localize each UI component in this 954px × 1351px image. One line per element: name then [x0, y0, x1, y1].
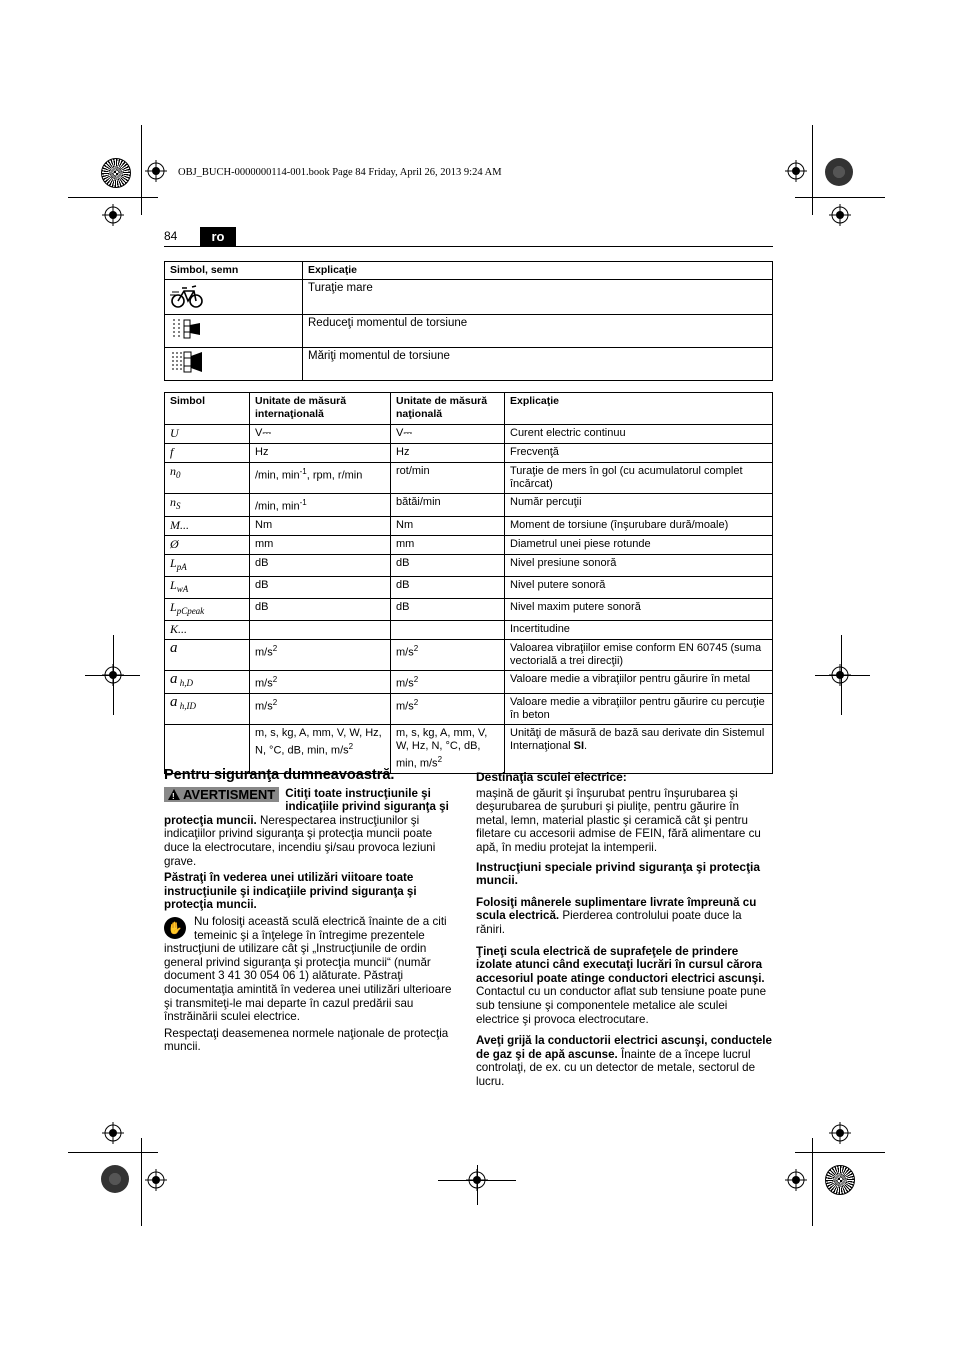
superscript: 2 [272, 644, 278, 654]
unit: Hz [255, 446, 269, 458]
warning-bold: Citiţi toate instrucţiunile şi indicaţiile privind siguranţa şi protecţia muncii. [164, 786, 449, 827]
table-header: Unitate de măsură internaţională [250, 393, 391, 425]
explanation: Diametrul unei piese rotunde [510, 537, 651, 550]
national-unit-cell [391, 693, 505, 724]
unit: m/s [255, 700, 273, 713]
explanation-bold: SI [573, 739, 585, 752]
international-unit-cell [250, 554, 391, 576]
warning-triangle-icon: ! [168, 789, 180, 800]
national-unit-cell [391, 640, 505, 671]
registration-mark-icon [829, 204, 851, 226]
registration-mark-icon [102, 664, 124, 686]
national-unit-cell [391, 516, 505, 535]
safety-paragraph [476, 1034, 773, 1088]
symbol-cell [165, 693, 250, 724]
color-target-icon [825, 1165, 855, 1195]
international-unit-cell [250, 621, 391, 640]
table-header: Simbol, semn [165, 262, 303, 280]
superscript: 2 [272, 697, 278, 707]
explanation-cell [505, 576, 773, 598]
national-unit-cell [391, 724, 505, 773]
unit: dB [396, 601, 410, 614]
superscript: -1 [299, 498, 307, 507]
safety-bold: Ţineţi scula electrică de suprafeţele de prindere izolate atunci când executaţi lucrări în cursul cărora accesoriul poate atinge conductori electrici ascunşi. [476, 944, 765, 985]
header-rule [164, 246, 773, 247]
national-unit-cell [391, 425, 505, 444]
unit-tail: , rpm, r/min [306, 469, 363, 482]
symbol-cell [165, 494, 250, 517]
symbol-cell [165, 621, 250, 640]
national-unit-cell [391, 671, 505, 694]
symbol-cell [165, 671, 250, 694]
symbol-cell [165, 724, 250, 773]
unit: m, s, kg, A, mm, V, W, Hz, N, °C, dB, min, m/s [396, 726, 488, 770]
symbol-table [164, 261, 773, 381]
table-row [165, 599, 773, 621]
subscript: h,ID [177, 701, 196, 712]
units-table-body [165, 425, 773, 774]
table-row [165, 348, 773, 381]
table-row [165, 535, 773, 554]
national-unit-cell [391, 554, 505, 576]
symbol: a [170, 671, 178, 688]
international-unit-cell [250, 640, 391, 671]
table-row [165, 724, 773, 773]
symbol-cell [165, 554, 250, 576]
intended-use-heading: Destinaţia sculei electrice: [476, 770, 627, 784]
registration-mark-icon [145, 1169, 167, 1191]
table-header-row [165, 262, 773, 280]
table-row [165, 640, 773, 671]
symbol-cell [165, 444, 250, 463]
unit: Nm [255, 518, 273, 531]
national-unit-cell [391, 535, 505, 554]
symbol-cell [165, 576, 250, 598]
international-unit-cell [250, 535, 391, 554]
symbol-cell [165, 280, 303, 315]
read-manual-icon: ✋ [164, 917, 186, 939]
warning-label: AVERTISMENT [183, 786, 276, 802]
symbol-cell [165, 348, 303, 381]
symbol-cell [165, 463, 250, 494]
international-unit-cell [250, 425, 391, 444]
explanation: Nivel maxim putere sonoră [510, 601, 641, 614]
registration-mark-icon [785, 1169, 807, 1191]
explanation: Frecvenţă [510, 446, 559, 458]
unit: V⎓ [255, 427, 272, 439]
registration-mark-icon [466, 1169, 488, 1191]
national-unit-cell [391, 494, 505, 517]
symbol-cell [165, 599, 250, 621]
table-header: Simbol [165, 393, 250, 425]
table-row [165, 425, 773, 444]
explanation-cell [505, 671, 773, 694]
table-header: Unitate de măsură naţională [391, 393, 505, 425]
explanation: Unităţi de măsură de bază sau derivate din Sistemul Internaţional [510, 726, 765, 752]
subscript: S [176, 501, 181, 512]
symbol: K... [170, 622, 188, 637]
color-target-icon [825, 158, 853, 186]
table-row [165, 494, 773, 517]
registration-mark-icon [829, 664, 851, 686]
symbol-cell [165, 535, 250, 554]
subscript: pCpeak [176, 606, 205, 617]
torque-high-icon [170, 350, 204, 374]
explanation-cell [505, 640, 773, 671]
international-unit-cell [250, 494, 391, 517]
explanation-cell [505, 494, 773, 517]
registration-mark-icon [145, 160, 167, 182]
explanation-cell [505, 535, 773, 554]
unit: bătăi/min [396, 496, 441, 508]
explanation-cell: Turaţie mare [303, 280, 773, 315]
explanation: Valoarea vibraţiilor emise conform EN 60745 (suma vectorială a trei direcţii) [510, 642, 762, 668]
symbol: n [170, 495, 176, 509]
explanation: Turaţie de mers în gol (cu acumulatorul complet încărcat) [510, 465, 743, 490]
safety-bold: Folosiţi mânerele suplimentare livrate împreună cu scula electrică. [476, 895, 757, 923]
international-unit-cell [250, 599, 391, 621]
superscript: 2 [413, 644, 419, 654]
symbol-cell [165, 425, 250, 444]
warning-text: Nerespectarea instrucţiunilor şi indicaţiilor privind siguranţa şi protecţia muncii poate duce la electrocutare, incendiu şi/sau provoca leziuni grave. [164, 813, 436, 868]
explanation: Incertitudine [510, 623, 570, 636]
warning-badge [164, 787, 279, 803]
international-unit-cell [250, 516, 391, 535]
national-unit-cell [391, 621, 505, 640]
intended-use-text: maşină de găurit şi înşurubat pentru înşurubarea şi deşurubarea de şuruburi şi piuliţe, pentru găurire în metal, lemn, material plastic şi ceramică cât şi pentru filetare cu accesorii admise de FEIN, fără alimentare cu apă, în mediu protejat la intemperii. [476, 786, 761, 854]
units-table [164, 392, 773, 774]
superscript: 2 [437, 754, 443, 764]
explanation-cell [505, 463, 773, 494]
table-header: Explicaţie [303, 262, 773, 280]
symbol-cell [165, 315, 303, 348]
subscript: 0 [176, 470, 181, 481]
national-rules: Respectaţi deasemenea normele naţionale de protecţia muncii. [164, 1026, 449, 1054]
superscript: 2 [413, 675, 419, 685]
safety-text: Contactul cu un conductor aflat sub tensiune poate pune sub tensiune şi componentele metalice ale sculei electrice şi provoca electrocutare. [476, 985, 767, 1026]
unit: m, s, kg, A, mm, V, W, Hz, N, °C, dB, min, m/s [255, 726, 382, 757]
bicycle-icon [170, 282, 204, 308]
unit: rot/min [396, 465, 430, 477]
unit: m/s [396, 677, 414, 690]
explanation-cell [505, 554, 773, 576]
table-header: Explicaţie [505, 393, 773, 425]
table-row [165, 671, 773, 694]
torque-low-icon [170, 317, 204, 341]
international-unit-cell [250, 671, 391, 694]
registration-mark-icon [785, 160, 807, 182]
national-unit-cell [391, 599, 505, 621]
explanation-cell: Reduceţi momentul de torsiune [303, 315, 773, 348]
symbol-cell [165, 640, 250, 671]
symbol: a [170, 693, 178, 710]
explanation-cell [505, 425, 773, 444]
safety-paragraph [476, 896, 773, 937]
explanation-cell [505, 599, 773, 621]
special-safety-heading: Instrucţiuni speciale privind siguranţa şi protecţia muncii. [476, 859, 761, 888]
international-unit-cell [250, 444, 391, 463]
unit: m/s [396, 646, 414, 659]
symbol: Ø [170, 536, 179, 551]
explanation-cell [505, 724, 773, 773]
subscript: pA [176, 561, 187, 572]
explanation: Nivel presiune sonoră [510, 556, 617, 569]
explanation: Moment de torsiune (înşurubare dură/moale) [510, 518, 729, 531]
explanation-cell [505, 621, 773, 640]
superscript: 2 [413, 697, 419, 707]
subscript: h,D [177, 678, 193, 689]
table-row [165, 693, 773, 724]
explanation-cell [505, 693, 773, 724]
symbol: M... [170, 517, 189, 532]
symbol: L [170, 600, 177, 615]
unit: V⎓ [396, 427, 413, 439]
explanation: Valoare medie a vibraţiilor pentru găurire cu percuţie în beton [510, 695, 765, 721]
unit: m/s [396, 700, 414, 713]
table-row [165, 516, 773, 535]
explanation-cell: Măriţi momentul de torsiune [303, 348, 773, 381]
explanation-cell [505, 516, 773, 535]
unit: m/s [255, 677, 273, 690]
safety-text: Pierderea controlului poate duce la răniri. [476, 909, 742, 936]
explanation: Nivel putere sonoră [510, 578, 606, 591]
right-column [476, 771, 773, 1091]
national-unit-cell [391, 463, 505, 494]
national-unit-cell [391, 444, 505, 463]
unit: /min, min [255, 469, 300, 482]
unit: mm [396, 537, 415, 550]
read-manual-paragraph [164, 915, 458, 1024]
table-header-row [165, 393, 773, 425]
unit: /min, min [255, 500, 300, 513]
safety-text: Înainte de a începe lucrul controlaţi, de ex. cu un detector de metale, sectorul de lucru. [476, 1047, 756, 1088]
safety-paragraph [476, 945, 773, 1027]
explanation: Valoare medie a vibraţiilor pentru găurire în metal [510, 673, 751, 686]
unit: dB [396, 556, 410, 569]
unit: mm [255, 537, 274, 550]
table-row [165, 280, 773, 315]
superscript: 2 [348, 741, 354, 751]
unit: dB [396, 578, 410, 591]
registration-mark-icon [102, 204, 124, 226]
symbol: n [170, 464, 176, 478]
safety-bold: Aveţi grijă la conductorii electrici ascunşi, conductele de gaz şi de apă ascunse. [476, 1034, 772, 1061]
read-manual-text: Nu folosiţi această sculă electrică înainte de a citi temeinic şi a înţelege în întregime prezentele instrucţiuni de utilizare cât şi „Instrucţiunile de ordin general privind siguranţa şi protecţia muncii“ (număr document 3 41 30 054 06 1) alăturate. Păstraţi documentaţia amintită în vederea unei utilizări ulterioare şi transmiteţi-le mai departe în cazul predării sau înstrăinării sculei electrice. [164, 914, 452, 1024]
unit: Nm [396, 518, 414, 531]
table-row [165, 554, 773, 576]
left-column [164, 769, 458, 1057]
symbol: a [170, 640, 178, 657]
international-unit-cell [250, 576, 391, 598]
file-info: OBJ_BUCH-0000000114-001.book Page 84 Friday, April 26, 2013 9:24 AM [178, 167, 502, 178]
table-row [165, 315, 773, 348]
unit: m/s [255, 646, 273, 659]
unit: dB [255, 556, 269, 569]
table-row [165, 576, 773, 598]
table-row [165, 463, 773, 494]
national-unit-cell [391, 576, 505, 598]
subscript: wA [176, 584, 189, 595]
international-unit-cell [250, 463, 391, 494]
warning-paragraph [164, 787, 458, 869]
symbol: L [170, 555, 177, 570]
superscript: 2 [272, 675, 278, 685]
symbol: f [170, 445, 174, 459]
explanation: Număr percuţii [510, 496, 582, 508]
language-badge: ro [200, 227, 236, 246]
table-row [165, 444, 773, 463]
international-unit-cell [250, 724, 391, 773]
symbol: U [170, 426, 179, 440]
superscript: -1 [299, 467, 307, 476]
registration-mark-icon [102, 1122, 124, 1144]
registration-mark-icon [829, 1122, 851, 1144]
color-target-icon [101, 1165, 129, 1193]
explanation: Curent electric continuu [510, 427, 626, 439]
explanation-cell [505, 444, 773, 463]
explanation-tail: . [584, 739, 588, 752]
keep-instructions: Păstraţi în vederea unei utilizări viitoare toate instrucţiunile şi indicaţiile privind siguranţa şi protecţia muncii. [164, 871, 417, 912]
unit: dB [255, 601, 269, 614]
page-number: 84 [164, 229, 178, 243]
unit: dB [255, 578, 269, 591]
symbol-cell [165, 516, 250, 535]
symbol: L [170, 577, 177, 592]
table-row [165, 621, 773, 640]
international-unit-cell [250, 693, 391, 724]
section-heading: Pentru siguranţa dumneavoastră. [164, 767, 395, 783]
unit: Hz [396, 446, 410, 458]
color-target-icon [101, 158, 131, 188]
